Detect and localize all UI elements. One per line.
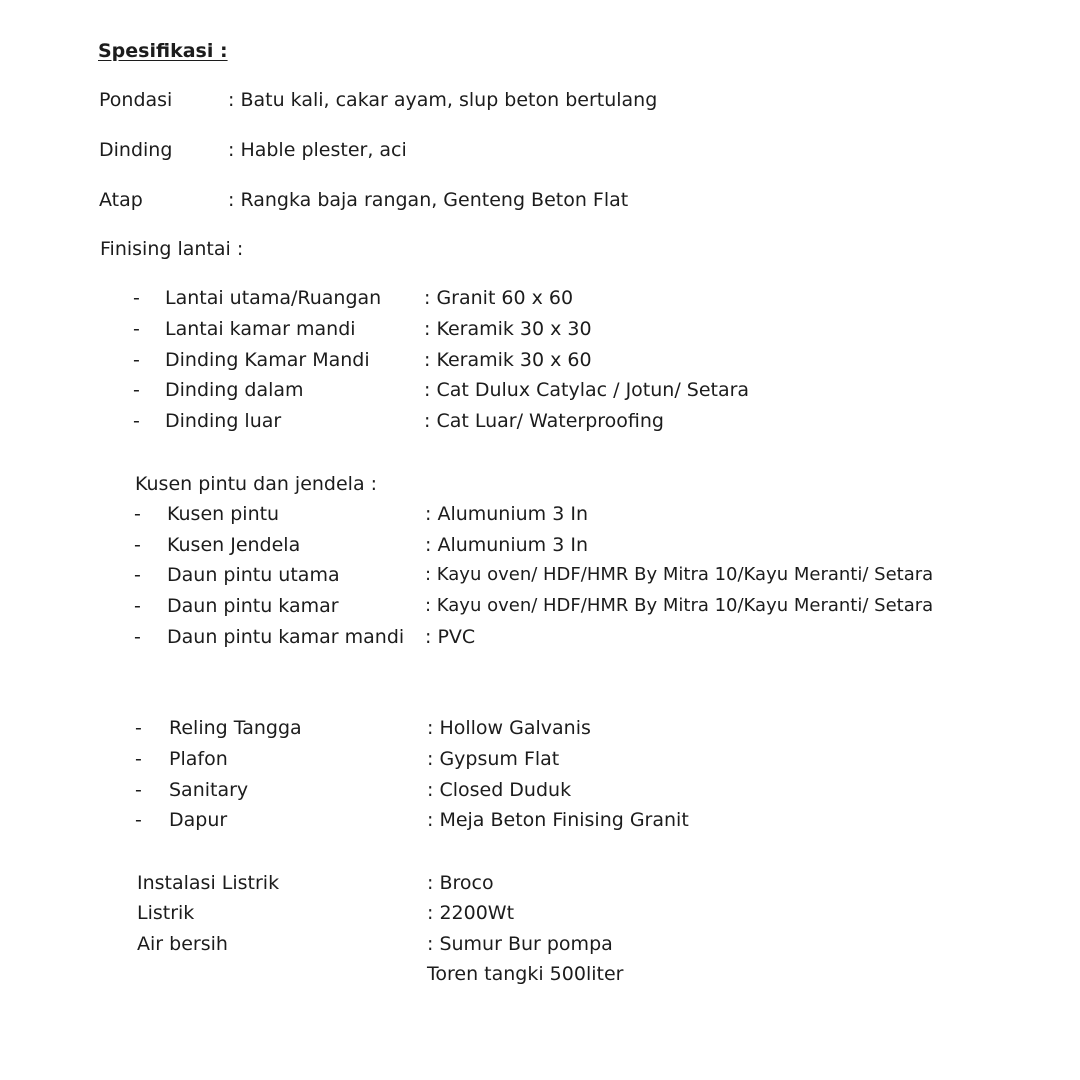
list-label: Sanitary: [169, 779, 249, 801]
spec-label: Pondasi: [99, 89, 173, 111]
list-value: : Closed Duduk: [427, 779, 572, 801]
list-dash: -: [134, 503, 141, 525]
list-dash: -: [134, 626, 141, 648]
list-value: : Meja Beton Finising Granit: [427, 809, 689, 831]
finishing-heading: Finising lantai :: [100, 238, 244, 260]
list-label: Lantai kamar mandi: [165, 318, 356, 340]
list-label: Dinding luar: [165, 410, 282, 432]
list-dash: -: [135, 779, 142, 801]
list-label: Dapur: [169, 809, 228, 831]
page-title: Spesifikasi :: [98, 40, 228, 62]
spec-value: : Hable plester, aci: [228, 139, 407, 161]
list-dash: -: [134, 564, 141, 586]
list-dash: -: [134, 595, 141, 617]
list-label: Daun pintu kamar mandi: [167, 626, 405, 648]
utility-value: : Broco: [427, 872, 494, 894]
spec-value: : Rangka baja rangan, Genteng Beton Flat: [228, 189, 629, 211]
list-label: Kusen pintu: [167, 503, 280, 525]
list-value: : Alumunium 3 In: [425, 534, 588, 556]
list-value: : Granit 60 x 60: [424, 287, 574, 309]
list-label: Dinding Kamar Mandi: [165, 349, 370, 371]
list-label: Dinding dalam: [165, 379, 304, 401]
spec-label: Dinding: [99, 139, 173, 161]
list-label: Lantai utama/Ruangan: [165, 287, 382, 309]
list-dash: -: [133, 349, 140, 371]
list-value: : Gypsum Flat: [427, 748, 560, 770]
list-value: : Keramik 30 x 60: [424, 349, 592, 371]
list-dash: -: [133, 318, 140, 340]
spec-value: : Batu kali, cakar ayam, slup beton bertulang: [228, 89, 658, 111]
list-value: : PVC: [425, 626, 476, 648]
list-label: Kusen Jendela: [167, 534, 301, 556]
list-label: Daun pintu utama: [167, 564, 340, 586]
list-dash: -: [135, 717, 142, 739]
list-label: Daun pintu kamar: [167, 595, 339, 617]
list-value: : Kayu oven/ HDF/HMR By Mitra 10/Kayu Meranti/ Setara: [425, 595, 934, 616]
utility-value: Toren tangki 500liter: [427, 963, 624, 985]
list-dash: -: [133, 287, 140, 309]
utility-label: Listrik: [137, 902, 195, 924]
list-label: Reling Tangga: [169, 717, 302, 739]
utility-label: Air bersih: [137, 933, 228, 955]
utility-value: : Sumur Bur pompa: [427, 933, 613, 955]
list-value: : Cat Luar/ Waterproofing: [424, 410, 664, 432]
list-value: : Kayu oven/ HDF/HMR By Mitra 10/Kayu Meranti/ Setara: [425, 564, 934, 585]
list-label: Plafon: [169, 748, 228, 770]
utility-value: : 2200Wt: [427, 902, 515, 924]
list-value: : Keramik 30 x 30: [424, 318, 592, 340]
list-dash: -: [135, 809, 142, 831]
list-dash: -: [134, 534, 141, 556]
list-dash: -: [133, 410, 140, 432]
utility-label: Instalasi Listrik: [137, 872, 280, 894]
list-value: : Hollow Galvanis: [427, 717, 591, 739]
kusen-heading: Kusen pintu dan jendela :: [135, 473, 378, 495]
spec-label: Atap: [99, 189, 143, 211]
list-dash: -: [133, 379, 140, 401]
list-dash: -: [135, 748, 142, 770]
list-value: : Cat Dulux Catylac / Jotun/ Setara: [424, 379, 750, 401]
list-value: : Alumunium 3 In: [425, 503, 588, 525]
